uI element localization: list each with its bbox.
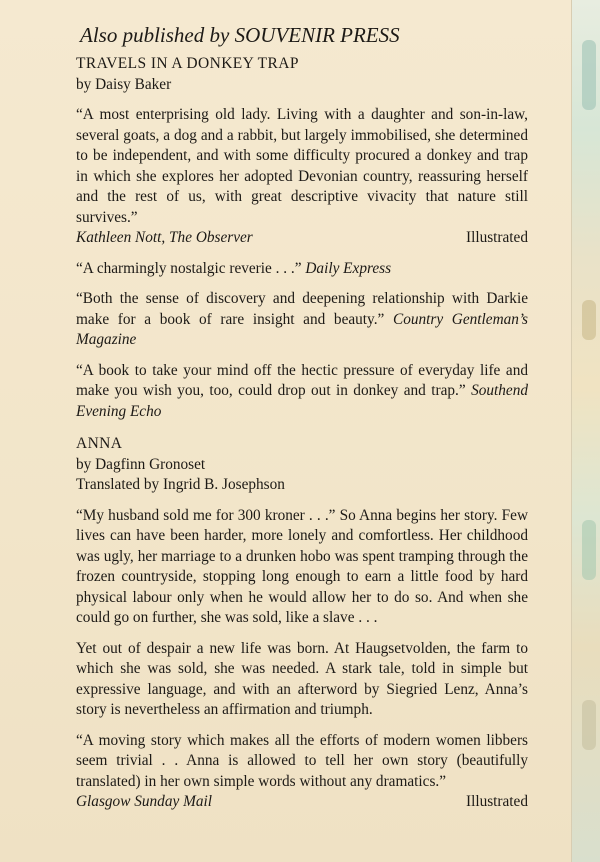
illustrated-label: Illustrated — [465, 229, 528, 246]
blurb-source: Kathleen Nott, The Observer — [76, 229, 253, 246]
review-quote: “A charmingly nostalgic reverie . . .” — [76, 259, 302, 277]
review-source: Glasgow Sunday Mail — [76, 793, 212, 810]
review-attribution-line — [76, 792, 528, 813]
review — [76, 361, 528, 423]
review-source: Southend Evening Echo — [76, 382, 528, 420]
blurb-attribution-line — [76, 228, 528, 249]
book-author: by Dagfinn Gronoset — [76, 455, 206, 473]
review-source: Country Gentleman’s Magazine — [76, 310, 528, 348]
book-description: Yet out of despair a new life was born. At Haugsetvolden, the farm to which she was sold, she was needed. A stark tale, told in simple but expressive language, and with an afterword by Siegried Lenz, Anna’s story is nevertheless an affirmation and triumph. — [76, 639, 528, 718]
review — [76, 259, 528, 280]
page-content — [76, 22, 528, 813]
book-blurb: “A most enterprising old lady. Living with a daughter and son-in-law, several goats, a dog and a rabbit, but largely immobilised, she determined to be independent, and with some difficulty procured a donkey and trap in which she explores her adopted Devonian country, reassuring herself and the rest of us, with great descriptive vivacity that nature still survives.” — [76, 106, 528, 226]
book-translator: Translated by Ingrid B. Josephson — [76, 476, 285, 493]
illustrated-label: Illustrated — [465, 793, 528, 810]
review — [76, 289, 528, 351]
book-title: TRAVELS IN A DONKEY TRAP — [76, 55, 299, 72]
book-description: “My husband sold me for 300 kroner . . .” So Anna begins her story. Few lives can have been harder, more lonely and comfortless. Her childhood was ugly, her marriage to a drunken hobo was spent tramping through the frozen countryside, stopping long enough to earn a little food by hard physical labour only when he would allow her to do so. And when she could go on further, she was sold, like a slave . . . — [76, 506, 528, 626]
review — [76, 731, 528, 793]
publisher-name: SOUVENIR PRESS — [234, 23, 400, 47]
header-prefix: Also published by — [80, 23, 235, 47]
book-author: by Daisy Baker — [76, 75, 172, 93]
page-edge — [571, 0, 600, 862]
review-quote: “A book to take your mind off the hectic pressure of everyday life and make you wish you, too, could drop out in donkey and trap.” — [76, 361, 528, 399]
review-quote: “Both the sense of discovery and deepening relationship with Darkie make for a book of rare insight and beauty.” — [76, 290, 528, 328]
book-title: ANNA — [76, 435, 123, 452]
review-source: Daily Express — [305, 259, 392, 277]
page-header — [80, 22, 528, 48]
review-quote: “A moving story which makes all the efforts of modern women libbers seem trivial . . Anna is allowed to tell her own story (beautifully translated) in her own simple words without any dramatics.” — [76, 731, 528, 790]
